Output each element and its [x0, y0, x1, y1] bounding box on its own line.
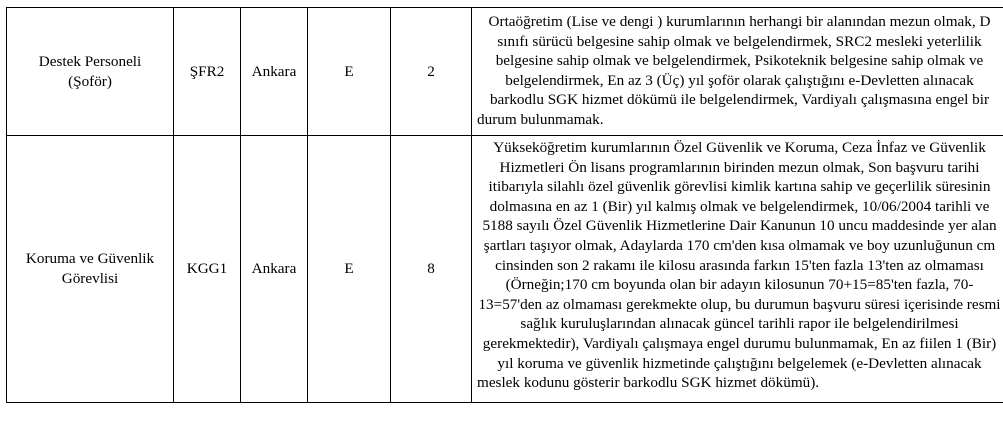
- requirements: Yükseköğretim kurumlarının Özel Güvenlik ve Koruma, Ceza İnfaz ve Güvenlik Hizmetleri Ön lisans programlarının birinden mezun olmak, Son başvuru tarihi itibarıyla silahlı özel güvenlik görevlisi kimlik kartına sahip ve geçerlilik süresinin dolmasına en az 1 (Bir) yıl kalmış olmak ve belgelendirmek, 10/06/2004 tarihli ve 5188 sayılı Özel Güvenlik Hizmetlerine Dair Kanunun 10 uncu maddesinde yer alan şartları taşıyor olmak, Adaylarda 170 cm'den kısa olmamak ve boy uzunluğunun cm cinsinden son 2 rakamı ile kilosu arasında farkın 15'ten fazla 13'ten az olmaması (Örneğin;170 cm boyunda olan bir adayın kilosunun 70+15=85'ten fazla, 70-13=57'den az olmaması gerekmekte olup, bu durumun başvuru süresi içerisinde resmi sağlık kuruluşlarından alınacak güncel tarihli rapor ile belgelendirilmesi gerekmektedir), Vardiyalı çalışmaya engel durumu bulunmamak, En az fiilen 1 (Bir) yıl koruma ve güvenlik hizmetinde çalıştığını belgelemek (e-Devletten alınacak meslek kodunu gösterir barkodlu SGK hizmet dökümü).: [472, 136, 1003, 403]
- position-count: 8: [391, 136, 472, 403]
- position-code: ŞFR2: [174, 8, 241, 136]
- table-row: [7, 136, 1003, 403]
- job-positions-table: [6, 7, 1003, 403]
- position-name: Destek Personeli (Şoför): [38, 52, 142, 90]
- city: Ankara: [241, 136, 308, 403]
- position-name: Koruma ve Güvenlik Görevlisi: [25, 250, 155, 287]
- requirements: Ortaöğretim (Lise ve dengi ) kurumlarının herhangi bir alanından mezun olmak, D sınıfı sürücü belgesine sahip olmak ve belgelendirmek, SRC2 mesleki yeterlilik belgesine sahip olmak ve belgelendirmek, Psikoteknik belgesine sahip olmak ve belgelendirmek, En az 3 (Üç) yıl şoför olarak çalıştığını e-Devletten alınacak barkodlu SGK hizmet dökümü ile belgelendirmek, Vardiyalı çalışmasına engel bir durum bulunmamak.: [472, 8, 1003, 136]
- city: Ankara: [241, 8, 308, 136]
- position-cell: [7, 136, 174, 403]
- position-cell: [7, 8, 174, 136]
- sex: E: [308, 136, 391, 403]
- position-count: 2: [391, 8, 472, 136]
- table-row: [7, 8, 1003, 136]
- sex: E: [308, 8, 391, 136]
- position-code: KGG1: [174, 136, 241, 403]
